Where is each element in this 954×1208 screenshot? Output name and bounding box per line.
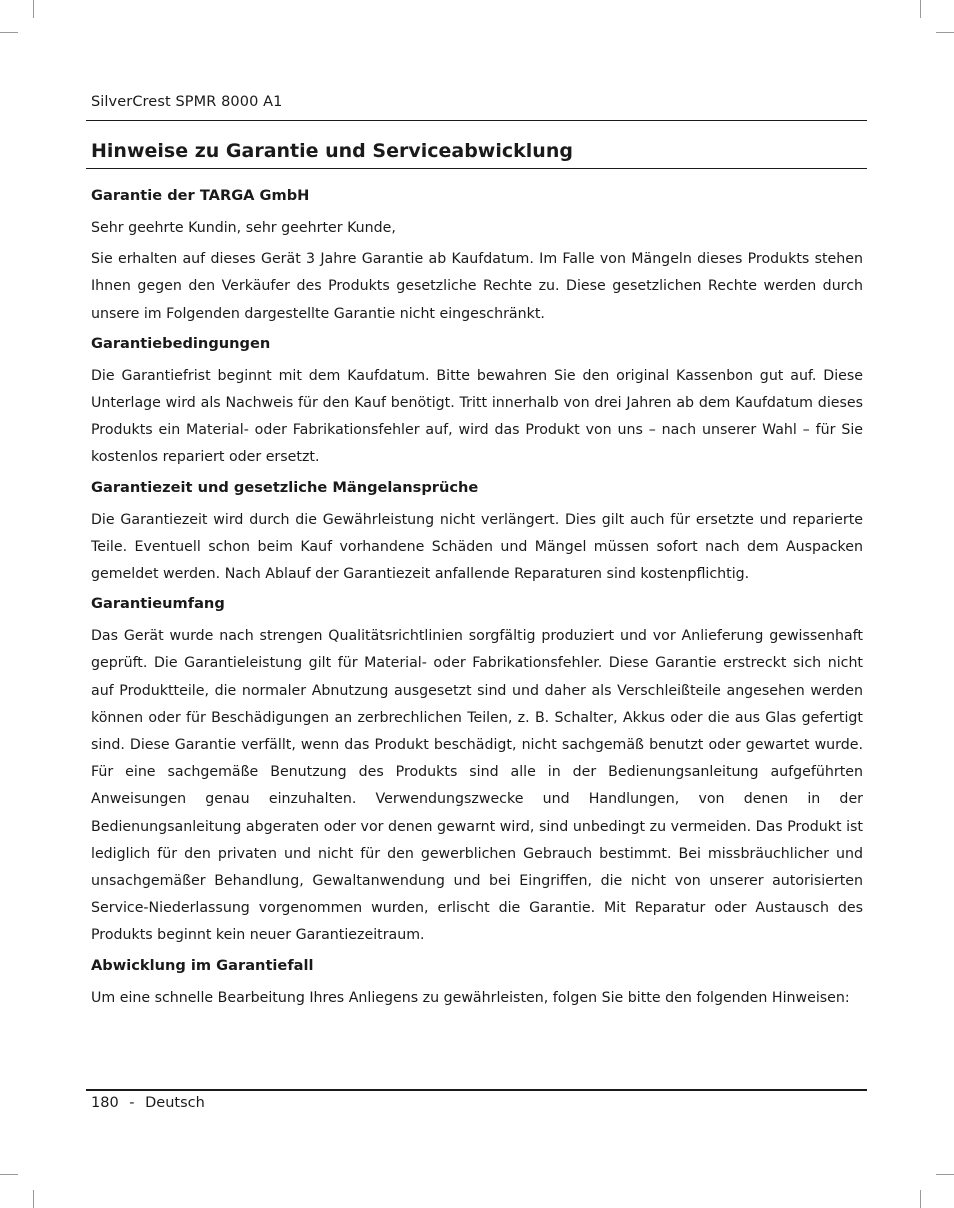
crop-mark [33,1190,34,1208]
crop-mark [936,32,954,33]
crop-mark [33,0,34,18]
section-abwicklung [91,956,863,1012]
section-garantiezeit [91,478,863,589]
section-heading: Garantiezeit und gesetzliche Mängelansprüche [91,478,479,496]
paragraph: Die Garantiezeit wird durch die Gewährleistung nicht verlängert. Dies gilt auch für ersetzte und reparierte Teile. Eventuell schon beim Kauf vorhandene Schäden und Mängel müssen sofort nach dem Auspacken gemeldet werden. Nach Ablauf der Garantiezeit anfallende Reparaturen sind kostenpflichtig. [91,511,863,583]
section-garantie-targa [91,186,863,328]
running-header: SilverCrest SPMR 8000 A1 [91,94,283,110]
page-title: Hinweise zu Garantie und Serviceabwicklung [91,140,573,162]
footer-separator: - [129,1095,135,1111]
paragraph: Um eine schnelle Bearbeitung Ihres Anliegens zu gewährleisten, folgen Sie bitte den folgenden Hinweisen: [91,989,850,1006]
section-heading: Garantiebedingungen [91,334,271,352]
header-rule [86,120,867,121]
page-footer [91,1095,205,1111]
title-rule [86,168,867,169]
section-garantieumfang [91,594,863,949]
footer-rule [86,1089,867,1091]
paragraph: Sehr geehrte Kundin, sehr geehrter Kunde, [91,220,396,236]
section-garantiebedingungen [91,334,863,472]
paragraph: Sie erhalten auf dieses Gerät 3 Jahre Garantie ab Kaufdatum. Im Falle von Mängeln dieses Produkts stehen Ihnen gegen den Verkäufer des Produkts gesetzliche Rechte zu. Diese gesetzlichen Rechte werden durch unsere im Folgenden dargestellte Garantie nicht eingeschränkt. [91,251,863,322]
footer-language: Deutsch [145,1095,205,1111]
section-heading: Garantieumfang [91,595,225,613]
crop-mark [936,1174,954,1175]
document-body [91,186,863,1012]
paragraph: Die Garantiefrist beginnt mit dem Kaufdatum. Bitte bewahren Sie den original Kassenbon gut auf. Diese Unterlage wird als Nachweis für den Kauf benötigt. Tritt innerhalb von drei Jahren ab dem Kaufdatum dieses Produkts ein Material- oder Fabrikationsfehler auf, wird das Produkt von uns – nach unserer Wahl – für Sie kostenlos repariert oder ersetzt. [91,367,863,466]
crop-mark [0,32,18,33]
crop-mark [920,0,921,18]
section-heading: Abwicklung im Garantiefall [91,956,314,974]
crop-mark [920,1190,921,1208]
crop-mark [0,1174,18,1175]
section-heading: Garantie der TARGA GmbH [91,187,310,204]
page-number: 180 [91,1095,119,1111]
paragraph: Das Gerät wurde nach strengen Qualitätsrichtlinien sorgfältig produziert und vor Anlieferung gewissenhaft geprüft. Die Garantieleistung gilt für Material- oder Fabrikationsfehler. Diese Garantie erstreckt sich nicht auf Produktteile, die normaler Abnutzung ausgesetzt sind und daher als Verschleißteile angesehen werden können oder für Beschädigungen an zerbrechlichen Teilen, z. B. Schalter, Akkus oder die aus Glas gefertigt sind. Diese Garantie verfällt, wenn das Produkt beschädigt, nicht sachgemäß benutzt oder gewartet wurde. Für eine sachgemäße Benutzung des Produkts sind alle in der Bedienungsanleitung aufgeführten Anweisungen genau einzuhalten. Verwendungszwecke und Handlungen, von denen in der Bedienungsanleitung abgeraten oder vor denen gewarnt wird, sind unbedingt zu vermeiden. Das Produkt ist lediglich für den privaten und nicht für den gewerblichen Gebrauch bestimmt. Bei missbräuchlicher und unsachgemäßer Behandlung, Gewaltanwendung und bei Eingriffen, die nicht von unserer autorisierten Service-Niederlassung vorgenommen wurden, erlischt die Garantie. Mit Reparatur oder Austausch des Produkts beginnt kein neuer Garantiezeitraum. [91,628,863,944]
